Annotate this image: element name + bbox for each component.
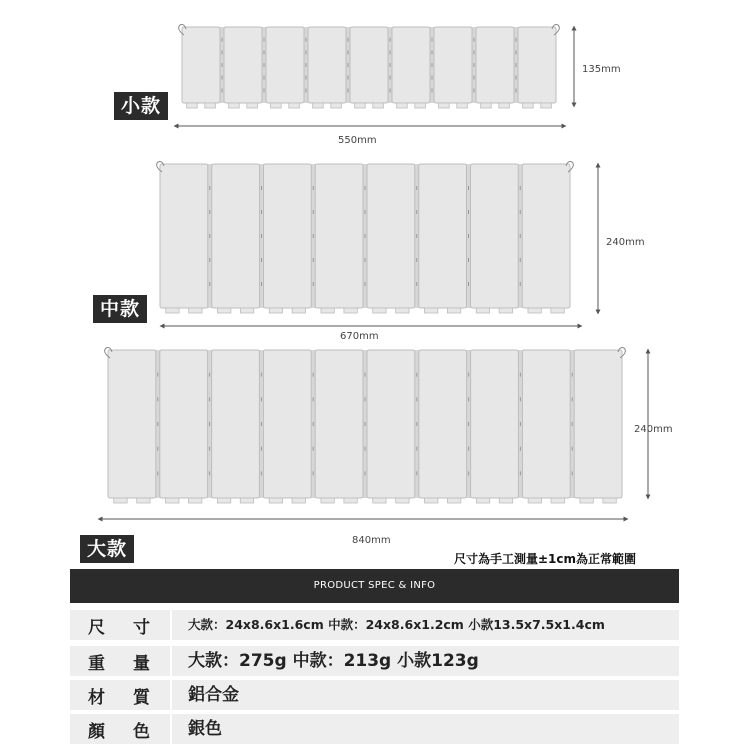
spec-key-char: 色 (133, 721, 150, 742)
large-panel-foot (188, 498, 201, 503)
small-panel-foot (271, 103, 282, 108)
medium-panel-foot (217, 308, 230, 313)
large-panel-foot (580, 498, 593, 503)
small-panel-foot (187, 103, 198, 108)
large-panel (522, 350, 570, 498)
large-panel-foot (269, 498, 282, 503)
spec-header: PRODUCT SPEC & INFO (70, 569, 679, 603)
medium-panel-foot (447, 308, 460, 313)
small-panel-foot (247, 103, 258, 108)
large-panel-foot (551, 498, 564, 503)
medium-windscreen (157, 162, 574, 314)
small-panel (392, 27, 430, 103)
large-panel (315, 350, 363, 498)
medium-panel-foot (528, 308, 541, 313)
medium-panel (264, 164, 312, 308)
small-panel-foot (289, 103, 300, 108)
spec-row-weight (70, 646, 679, 676)
large-panel (108, 350, 156, 498)
small-panel (518, 27, 556, 103)
large-panel-foot (499, 498, 512, 503)
large-panel (419, 350, 467, 498)
small-panel-foot (481, 103, 492, 108)
small-panel-foot (397, 103, 408, 108)
medium-panel (160, 164, 208, 308)
small-panel-foot (541, 103, 552, 108)
spec-value-weight: 大款：275g 中款：213g 小款123g (188, 651, 479, 671)
small-panel-foot (373, 103, 384, 108)
small-panel-foot (439, 103, 450, 108)
small-panel-foot (415, 103, 426, 108)
medium-panel (367, 164, 415, 308)
small-panel (224, 27, 262, 103)
small-height-label: 135mm (582, 64, 621, 75)
spec-key-material (70, 680, 170, 710)
small-panel (350, 27, 388, 103)
spec-key-color (70, 714, 170, 744)
spec-key-char: 尺 (88, 617, 105, 638)
medium-panel (419, 164, 467, 308)
medium-panel (522, 164, 570, 308)
large-panel-foot (217, 498, 230, 503)
large-variant-label: 大款 (80, 535, 134, 563)
medium-variant-label: 中款 (93, 295, 147, 323)
small-panel (266, 27, 304, 103)
small-panel-foot (331, 103, 342, 108)
large-panel (263, 350, 311, 498)
large-panel-foot (396, 498, 409, 503)
medium-panel-foot (396, 308, 409, 313)
spec-divider (170, 610, 172, 640)
large-panel-foot (476, 498, 489, 503)
large-panel-foot (344, 498, 357, 503)
spec-value-material: 鋁合金 (188, 685, 239, 705)
spec-key-size (70, 610, 170, 640)
large-panel (367, 350, 415, 498)
medium-panel-foot (321, 308, 334, 313)
small-panel-foot (499, 103, 510, 108)
medium-panel (315, 164, 363, 308)
large-windscreen (105, 348, 626, 504)
small-panel (476, 27, 514, 103)
spec-value-color: 銀色 (188, 719, 222, 739)
small-panel-foot (457, 103, 468, 108)
medium-height-label: 240mm (606, 237, 645, 248)
spec-key-char: 重 (88, 653, 105, 674)
large-panel-foot (114, 498, 127, 503)
medium-panel-foot (344, 308, 357, 313)
spec-value-size: 大款：24x8.6x1.6cm 中款：24x8.6x1.2cm 小款13.5x7.5x1.4cm (188, 617, 605, 632)
small-panel-foot (355, 103, 366, 108)
medium-panel-foot (292, 308, 305, 313)
small-panel (308, 27, 346, 103)
large-panel-foot (166, 498, 179, 503)
spec-divider (170, 714, 172, 744)
spec-key-char: 寸 (133, 617, 150, 638)
large-panel-foot (425, 498, 438, 503)
small-panel-foot (523, 103, 534, 108)
large-panel-foot (240, 498, 253, 503)
small-variant-label: 小款 (114, 92, 168, 120)
spec-divider (170, 646, 172, 676)
measurement-note: 尺寸為手工測量±1cm為正常範圍 (454, 552, 637, 566)
medium-panel-foot (424, 308, 437, 313)
spec-key-char: 顏 (88, 721, 105, 742)
medium-panel-foot (269, 308, 282, 313)
large-panel-foot (292, 498, 305, 503)
small-panel-foot (313, 103, 324, 108)
spec-key-char: 材 (88, 687, 105, 708)
small-width-label: 550mm (338, 135, 377, 146)
large-panel (574, 350, 622, 498)
spec-row-color (70, 714, 679, 744)
large-panel-foot (528, 498, 541, 503)
medium-panel-foot (240, 308, 253, 313)
medium-panel-foot (373, 308, 386, 313)
large-panel (160, 350, 208, 498)
large-panel (212, 350, 260, 498)
medium-panel-foot (499, 308, 512, 313)
medium-panel-foot (166, 308, 179, 313)
spec-row-material (70, 680, 679, 710)
large-panel-foot (447, 498, 460, 503)
small-panel-foot (229, 103, 240, 108)
large-panel-foot (137, 498, 150, 503)
large-height-label: 240mm (634, 424, 673, 435)
spec-row-size (70, 610, 679, 640)
large-panel-foot (321, 498, 334, 503)
medium-panel-foot (189, 308, 202, 313)
medium-panel (212, 164, 260, 308)
small-windscreen (179, 25, 560, 109)
small-panel (434, 27, 472, 103)
medium-width-label: 670mm (340, 331, 379, 342)
medium-panel-foot (551, 308, 564, 313)
spec-key-char: 質 (133, 687, 150, 708)
medium-panel-foot (476, 308, 489, 313)
large-panel-foot (603, 498, 616, 503)
spec-key-char: 量 (133, 653, 150, 674)
large-panel (471, 350, 519, 498)
small-panel (182, 27, 220, 103)
spec-key-weight (70, 646, 170, 676)
spec-divider (170, 680, 172, 710)
medium-panel (471, 164, 519, 308)
large-width-label: 840mm (352, 535, 391, 546)
large-panel-foot (373, 498, 386, 503)
small-panel-foot (205, 103, 216, 108)
